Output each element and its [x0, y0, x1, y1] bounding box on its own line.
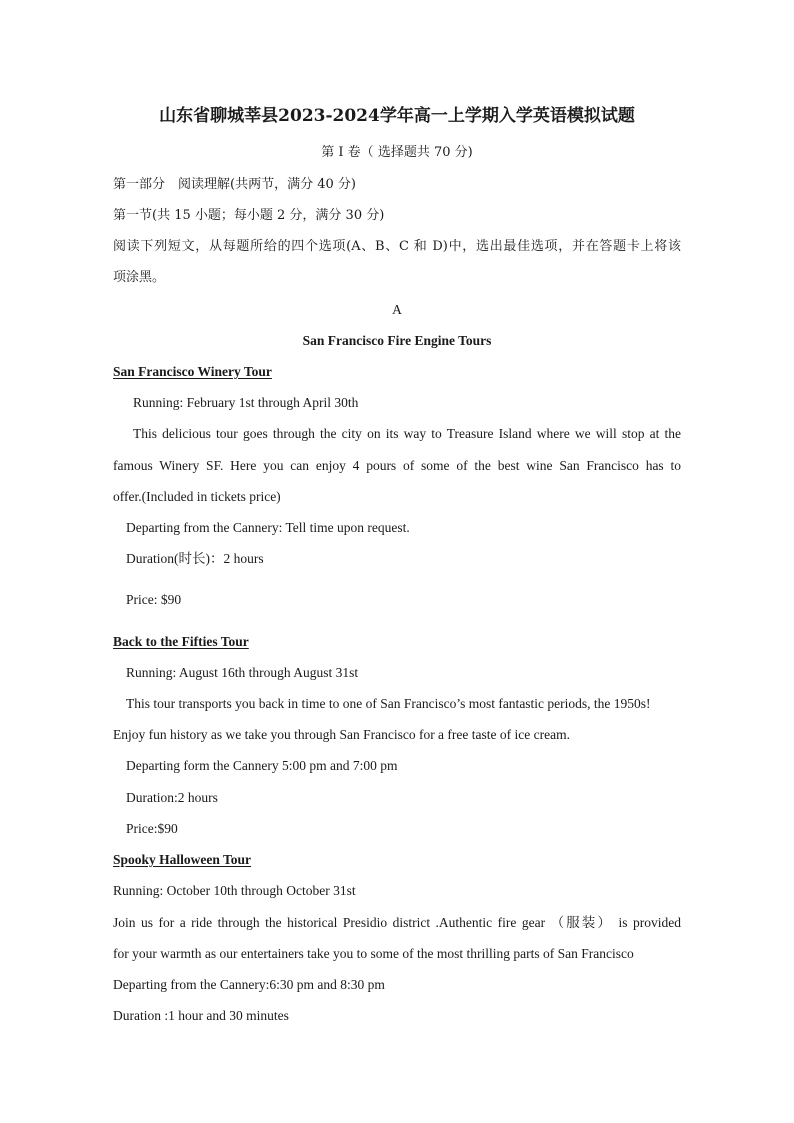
tour-duration: Duration:2 hours [126, 790, 218, 805]
tour-description-line: for your warmth as our entertainers take you to some of the most thrilling parts of San Francisco [113, 946, 634, 961]
part-heading: 第一部分 阅读理解(共两节，满分 40 分) [113, 177, 356, 192]
tour-description-line: Join us for a ride through the historical Presidio district .Authentic fire gear （服装） is provided [113, 915, 681, 930]
passage-title: San Francisco Fire Engine Tours [302, 333, 492, 348]
tour-duration: Duration(时长)：2 hours [126, 551, 264, 566]
instructions-line-2: 项涂黑。 [113, 270, 166, 285]
tour-name-winery: San Francisco Winery Tour [113, 364, 272, 379]
tour-running: Running: August 16th through August 31st [126, 665, 359, 680]
tour-departing: Departing from the Cannery:6:30 pm and 8:30 pm [113, 977, 385, 992]
tour-description-line: Enjoy fun history as we take you through San Francisco for a free taste of ice cream. [113, 727, 570, 742]
tour-name-halloween: Spooky Halloween Tour [113, 852, 252, 867]
tour-price: Price: $90 [126, 592, 182, 607]
tour-name-fifties: Back to the Fifties Tour [113, 634, 249, 649]
page-title: 山东省聊城莘县2023-2024学年高一上学期入学英语模拟试题 [159, 106, 635, 126]
paper-subtitle: 第 I 卷（ 选择题共 70 分) [321, 145, 473, 160]
tour-running: Running: February 1st through April 30th [133, 395, 359, 410]
tour-duration: Duration :1 hour and 30 minutes [113, 1008, 289, 1023]
tour-price: Price:$90 [126, 821, 178, 836]
tour-departing: Departing from the Cannery: Tell time upon request. [126, 520, 410, 535]
tour-running: Running: October 10th through October 31st [113, 883, 356, 898]
tour-description-line: famous Winery SF. Here you can enjoy 4 pours of some of the best wine San Francisco has to [113, 458, 681, 473]
tour-departing: Departing form the Cannery 5:00 pm and 7:00 pm [126, 758, 398, 773]
tour-description-line: This delicious tour goes through the city on its way to Treasure Island where we will stop at the [133, 426, 681, 441]
instructions-line-1: 阅读下列短文，从每题所给的四个选项(A、B、C 和 D)中，选出最佳选项，并在答题卡上将该 [113, 239, 681, 254]
section-heading: 第一节(共 15 小题；每小题 2 分，满分 30 分) [113, 208, 385, 223]
passage-label: A [392, 302, 402, 317]
tour-description-line: This tour transports you back in time to one of San Francisco’s most fantastic periods, the 1950s! [126, 696, 651, 711]
tour-description-line: offer.(Included in tickets price) [113, 489, 281, 504]
